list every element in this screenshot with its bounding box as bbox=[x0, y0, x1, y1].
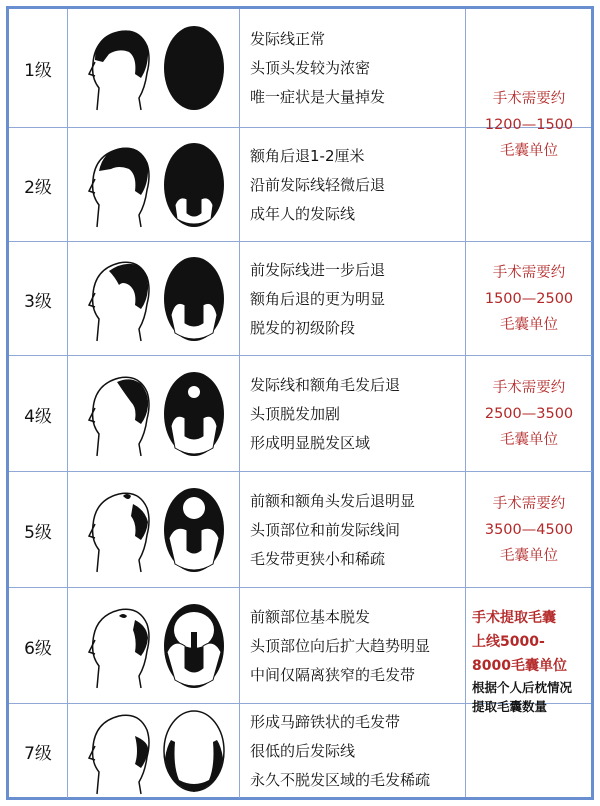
hair-stage-illustration bbox=[67, 242, 239, 356]
note-line: 上线5000- bbox=[472, 634, 545, 650]
description-line: 前额和额角头发后退明显 bbox=[250, 491, 416, 510]
description-line: 发际线和额角毛发后退 bbox=[250, 375, 401, 394]
stage-5-heads-icon bbox=[79, 480, 229, 580]
stage-1-heads-icon bbox=[79, 18, 229, 118]
level-label: 2级 bbox=[24, 177, 52, 198]
level-label: 3级 bbox=[24, 291, 52, 312]
stage-description bbox=[239, 472, 465, 588]
stage-3-heads-icon bbox=[79, 249, 229, 349]
note-line: 毛囊单位 bbox=[500, 432, 558, 448]
description-line: 唯一症状是大量掉发 bbox=[250, 87, 386, 106]
hair-stage-illustration bbox=[67, 356, 239, 472]
stage-7-heads-icon bbox=[79, 706, 229, 796]
hair-stage-illustration bbox=[67, 9, 239, 127]
description-line: 毛发带更狭小和稀疏 bbox=[250, 549, 386, 568]
description-line: 沿前发际线轻微后退 bbox=[250, 175, 386, 194]
note-line: 手术需要约 bbox=[492, 496, 566, 512]
stage-description bbox=[239, 9, 465, 127]
description-line: 额角后退1-2厘米 bbox=[250, 146, 365, 165]
note-line: 手术提取毛囊 bbox=[472, 610, 556, 626]
level-label: 7级 bbox=[24, 743, 52, 764]
note-line: 毛囊单位 bbox=[500, 317, 558, 333]
description-line: 形成马蹄铁状的毛发带 bbox=[250, 712, 401, 731]
note-line: 2500—3500 bbox=[484, 406, 574, 422]
description-line: 头顶部位和前发际线间 bbox=[250, 520, 401, 539]
hair-stage-illustration bbox=[67, 704, 239, 798]
level-label: 6级 bbox=[24, 638, 52, 659]
hair-loss-stage-table bbox=[6, 6, 594, 800]
level-label: 5级 bbox=[24, 522, 52, 543]
note-line: 8000毛囊单位 bbox=[472, 658, 567, 674]
hair-stage-illustration bbox=[67, 472, 239, 588]
description-line: 发际线正常 bbox=[250, 29, 326, 48]
note-line: 毛囊单位 bbox=[500, 143, 558, 159]
stage-6-heads-icon bbox=[79, 596, 229, 696]
description-line: 永久不脱发区域的毛发稀疏 bbox=[250, 770, 431, 789]
note-line: 手术需要约 bbox=[492, 91, 566, 107]
graft-note bbox=[465, 471, 592, 588]
stage-2-heads-icon bbox=[79, 135, 229, 235]
graft-note bbox=[465, 9, 592, 241]
description-line: 很低的后发际线 bbox=[250, 741, 356, 760]
description-line: 脱发的初级阶段 bbox=[250, 318, 356, 337]
note-line: 1500—2500 bbox=[484, 291, 574, 307]
graft-note bbox=[465, 355, 592, 472]
stage-description bbox=[239, 704, 465, 798]
note-subline: 根据个人后枕情况 bbox=[472, 680, 573, 695]
description-line: 头顶脱发加剧 bbox=[250, 404, 341, 423]
description-line: 前发际线进一步后退 bbox=[250, 260, 386, 279]
note-line: 手术需要约 bbox=[492, 265, 566, 281]
hair-stage-illustration bbox=[67, 128, 239, 242]
description-line: 前额部位基本脱发 bbox=[250, 607, 371, 626]
description-line: 额角后退的更为明显 bbox=[250, 289, 386, 308]
note-line: 手术需要约 bbox=[492, 380, 566, 396]
level-label: 4级 bbox=[24, 406, 52, 427]
graft-note bbox=[465, 241, 592, 356]
description-line: 成年人的发际线 bbox=[250, 204, 356, 223]
description-line: 头顶部位向后扩大趋势明显 bbox=[250, 636, 431, 655]
description-line: 头顶头发较为浓密 bbox=[250, 58, 371, 77]
description-line: 中间仅隔离狭窄的毛发带 bbox=[250, 665, 416, 684]
stage-description bbox=[239, 588, 465, 704]
level-label: 1级 bbox=[24, 60, 52, 81]
stage-4-heads-icon bbox=[79, 364, 229, 464]
graft-note bbox=[465, 587, 591, 797]
note-line: 毛囊单位 bbox=[500, 548, 558, 564]
hair-stage-illustration bbox=[67, 588, 239, 704]
stage-description bbox=[239, 356, 465, 472]
stage-description bbox=[239, 242, 465, 356]
note-line: 3500—4500 bbox=[484, 522, 574, 538]
note-subline: 提取毛囊数量 bbox=[472, 699, 548, 714]
stage-description bbox=[239, 128, 465, 242]
note-line: 1200—1500 bbox=[484, 117, 574, 133]
description-line: 形成明显脱发区域 bbox=[250, 433, 371, 452]
